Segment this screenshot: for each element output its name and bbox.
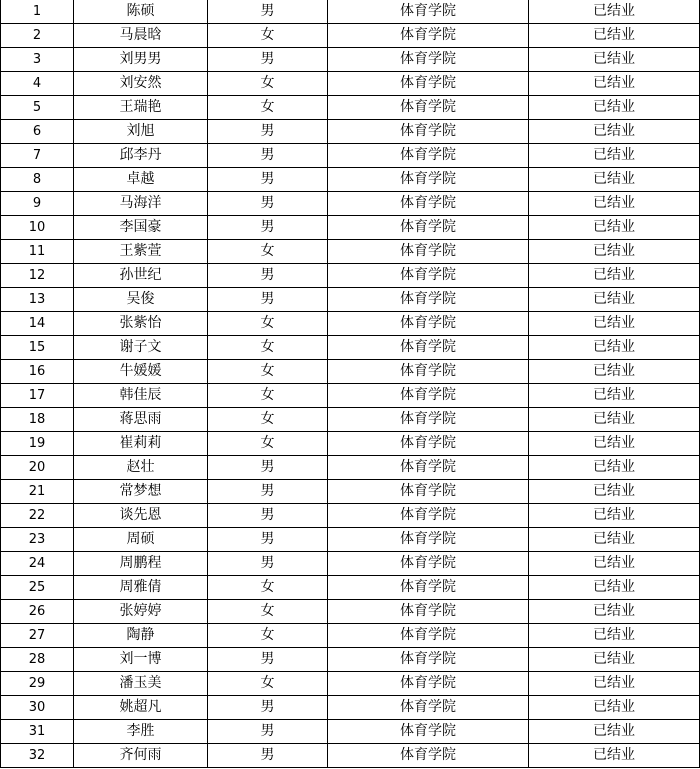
college-cell: 体育学院 <box>328 696 529 720</box>
table-row <box>1 336 700 360</box>
college-cell: 体育学院 <box>328 504 529 528</box>
table-row <box>1 672 700 696</box>
name-cell: 张婷婷 <box>74 600 208 624</box>
status-cell: 已结业 <box>529 24 700 48</box>
college-cell: 体育学院 <box>328 192 529 216</box>
table-row <box>1 576 700 600</box>
name-cell: 周雅倩 <box>74 576 208 600</box>
row-number-cell: 21 <box>1 480 74 504</box>
gender-cell: 男 <box>208 480 328 504</box>
gender-cell: 男 <box>208 720 328 744</box>
row-number-cell: 13 <box>1 288 74 312</box>
status-cell: 已结业 <box>529 288 700 312</box>
table-row <box>1 144 700 168</box>
status-cell: 已结业 <box>529 744 700 768</box>
college-cell: 体育学院 <box>328 528 529 552</box>
status-cell: 已结业 <box>529 168 700 192</box>
name-cell: 王紫萱 <box>74 240 208 264</box>
name-cell: 刘旭 <box>74 120 208 144</box>
name-cell: 卓越 <box>74 168 208 192</box>
college-cell: 体育学院 <box>328 72 529 96</box>
gender-cell: 女 <box>208 336 328 360</box>
gender-cell: 男 <box>208 48 328 72</box>
name-cell: 李国豪 <box>74 216 208 240</box>
gender-cell: 女 <box>208 96 328 120</box>
status-cell: 已结业 <box>529 264 700 288</box>
status-cell: 已结业 <box>529 72 700 96</box>
table-row <box>1 744 700 768</box>
college-cell: 体育学院 <box>328 96 529 120</box>
table-row <box>1 48 700 72</box>
college-cell: 体育学院 <box>328 144 529 168</box>
name-cell: 齐何雨 <box>74 744 208 768</box>
name-cell: 李胜 <box>74 720 208 744</box>
status-cell: 已结业 <box>529 504 700 528</box>
status-cell: 已结业 <box>529 456 700 480</box>
gender-cell: 女 <box>208 360 328 384</box>
name-cell: 崔莉莉 <box>74 432 208 456</box>
college-cell: 体育学院 <box>328 312 529 336</box>
gender-cell: 女 <box>208 432 328 456</box>
table-row <box>1 408 700 432</box>
table-row <box>1 696 700 720</box>
row-number-cell: 31 <box>1 720 74 744</box>
table-row <box>1 264 700 288</box>
college-cell: 体育学院 <box>328 552 529 576</box>
name-cell: 王瑞艳 <box>74 96 208 120</box>
row-number-cell: 15 <box>1 336 74 360</box>
row-number-cell: 27 <box>1 624 74 648</box>
status-cell: 已结业 <box>529 312 700 336</box>
table-row <box>1 0 700 24</box>
table-row <box>1 552 700 576</box>
table-row <box>1 312 700 336</box>
status-cell: 已结业 <box>529 216 700 240</box>
table-row <box>1 456 700 480</box>
row-number-cell: 20 <box>1 456 74 480</box>
name-cell: 蒋思雨 <box>74 408 208 432</box>
status-cell: 已结业 <box>529 96 700 120</box>
status-cell: 已结业 <box>529 360 700 384</box>
gender-cell: 男 <box>208 744 328 768</box>
row-number-cell: 22 <box>1 504 74 528</box>
row-number-cell: 25 <box>1 576 74 600</box>
status-cell: 已结业 <box>529 432 700 456</box>
name-cell: 赵壮 <box>74 456 208 480</box>
table-body <box>1 0 700 768</box>
table-row <box>1 288 700 312</box>
gender-cell: 女 <box>208 72 328 96</box>
name-cell: 谈先恩 <box>74 504 208 528</box>
row-number-cell: 1 <box>1 0 74 24</box>
college-cell: 体育学院 <box>328 720 529 744</box>
status-cell: 已结业 <box>529 384 700 408</box>
status-cell: 已结业 <box>529 720 700 744</box>
college-cell: 体育学院 <box>328 336 529 360</box>
college-cell: 体育学院 <box>328 576 529 600</box>
gender-cell: 男 <box>208 456 328 480</box>
row-number-cell: 8 <box>1 168 74 192</box>
college-cell: 体育学院 <box>328 456 529 480</box>
status-cell: 已结业 <box>529 648 700 672</box>
row-number-cell: 2 <box>1 24 74 48</box>
row-number-cell: 29 <box>1 672 74 696</box>
gender-cell: 女 <box>208 408 328 432</box>
college-cell: 体育学院 <box>328 672 529 696</box>
table-row <box>1 480 700 504</box>
gender-cell: 女 <box>208 576 328 600</box>
row-number-cell: 32 <box>1 744 74 768</box>
gender-cell: 男 <box>208 144 328 168</box>
college-cell: 体育学院 <box>328 120 529 144</box>
row-number-cell: 18 <box>1 408 74 432</box>
name-cell: 韩佳辰 <box>74 384 208 408</box>
gender-cell: 女 <box>208 624 328 648</box>
status-cell: 已结业 <box>529 408 700 432</box>
row-number-cell: 23 <box>1 528 74 552</box>
row-number-cell: 3 <box>1 48 74 72</box>
gender-cell: 男 <box>208 552 328 576</box>
gender-cell: 女 <box>208 384 328 408</box>
gender-cell: 男 <box>208 0 328 24</box>
name-cell: 牛媛媛 <box>74 360 208 384</box>
name-cell: 孙世纪 <box>74 264 208 288</box>
status-cell: 已结业 <box>529 480 700 504</box>
gender-cell: 女 <box>208 600 328 624</box>
table-row <box>1 384 700 408</box>
status-cell: 已结业 <box>529 240 700 264</box>
table-row <box>1 96 700 120</box>
table-row <box>1 216 700 240</box>
row-number-cell: 30 <box>1 696 74 720</box>
college-cell: 体育学院 <box>328 360 529 384</box>
gender-cell: 男 <box>208 504 328 528</box>
status-cell: 已结业 <box>529 576 700 600</box>
status-cell: 已结业 <box>529 48 700 72</box>
name-cell: 陶静 <box>74 624 208 648</box>
row-number-cell: 6 <box>1 120 74 144</box>
name-cell: 谢子文 <box>74 336 208 360</box>
gender-cell: 男 <box>208 120 328 144</box>
gender-cell: 女 <box>208 240 328 264</box>
name-cell: 马海洋 <box>74 192 208 216</box>
status-cell: 已结业 <box>529 552 700 576</box>
college-cell: 体育学院 <box>328 0 529 24</box>
table-row <box>1 432 700 456</box>
college-cell: 体育学院 <box>328 624 529 648</box>
gender-cell: 男 <box>208 648 328 672</box>
name-cell: 潘玉美 <box>74 672 208 696</box>
name-cell: 刘安然 <box>74 72 208 96</box>
status-cell: 已结业 <box>529 0 700 24</box>
college-cell: 体育学院 <box>328 648 529 672</box>
table-row <box>1 24 700 48</box>
college-cell: 体育学院 <box>328 24 529 48</box>
status-cell: 已结业 <box>529 672 700 696</box>
table-row <box>1 192 700 216</box>
status-cell: 已结业 <box>529 192 700 216</box>
gender-cell: 男 <box>208 288 328 312</box>
table-row <box>1 720 700 744</box>
name-cell: 周鹏程 <box>74 552 208 576</box>
status-cell: 已结业 <box>529 528 700 552</box>
college-cell: 体育学院 <box>328 168 529 192</box>
status-cell: 已结业 <box>529 120 700 144</box>
table-row <box>1 72 700 96</box>
college-cell: 体育学院 <box>328 480 529 504</box>
college-cell: 体育学院 <box>328 264 529 288</box>
college-cell: 体育学院 <box>328 384 529 408</box>
college-cell: 体育学院 <box>328 600 529 624</box>
status-cell: 已结业 <box>529 600 700 624</box>
status-cell: 已结业 <box>529 144 700 168</box>
table-row <box>1 600 700 624</box>
table-row <box>1 120 700 144</box>
name-cell: 常梦想 <box>74 480 208 504</box>
table-row <box>1 528 700 552</box>
name-cell: 邱李丹 <box>74 144 208 168</box>
name-cell: 张紫怡 <box>74 312 208 336</box>
gender-cell: 男 <box>208 168 328 192</box>
college-cell: 体育学院 <box>328 432 529 456</box>
table-row <box>1 360 700 384</box>
row-number-cell: 19 <box>1 432 74 456</box>
gender-cell: 女 <box>208 672 328 696</box>
name-cell: 马晨晗 <box>74 24 208 48</box>
gender-cell: 男 <box>208 264 328 288</box>
row-number-cell: 28 <box>1 648 74 672</box>
row-number-cell: 5 <box>1 96 74 120</box>
college-cell: 体育学院 <box>328 744 529 768</box>
row-number-cell: 7 <box>1 144 74 168</box>
college-cell: 体育学院 <box>328 48 529 72</box>
row-number-cell: 11 <box>1 240 74 264</box>
college-cell: 体育学院 <box>328 288 529 312</box>
status-cell: 已结业 <box>529 336 700 360</box>
gender-cell: 男 <box>208 216 328 240</box>
row-number-cell: 10 <box>1 216 74 240</box>
college-cell: 体育学院 <box>328 216 529 240</box>
gender-cell: 男 <box>208 192 328 216</box>
name-cell: 周硕 <box>74 528 208 552</box>
table-row <box>1 624 700 648</box>
table-row <box>1 168 700 192</box>
row-number-cell: 26 <box>1 600 74 624</box>
name-cell: 刘一博 <box>74 648 208 672</box>
gender-cell: 男 <box>208 528 328 552</box>
row-number-cell: 4 <box>1 72 74 96</box>
gender-cell: 男 <box>208 696 328 720</box>
name-cell: 陈硕 <box>74 0 208 24</box>
status-cell: 已结业 <box>529 624 700 648</box>
name-cell: 姚超凡 <box>74 696 208 720</box>
gender-cell: 女 <box>208 312 328 336</box>
row-number-cell: 24 <box>1 552 74 576</box>
name-cell: 吴俊 <box>74 288 208 312</box>
table-row <box>1 504 700 528</box>
row-number-cell: 17 <box>1 384 74 408</box>
row-number-cell: 14 <box>1 312 74 336</box>
row-number-cell: 9 <box>1 192 74 216</box>
table-row <box>1 240 700 264</box>
college-cell: 体育学院 <box>328 408 529 432</box>
gender-cell: 女 <box>208 24 328 48</box>
name-cell: 刘男男 <box>74 48 208 72</box>
row-number-cell: 16 <box>1 360 74 384</box>
college-cell: 体育学院 <box>328 240 529 264</box>
status-cell: 已结业 <box>529 696 700 720</box>
row-number-cell: 12 <box>1 264 74 288</box>
table-row <box>1 648 700 672</box>
